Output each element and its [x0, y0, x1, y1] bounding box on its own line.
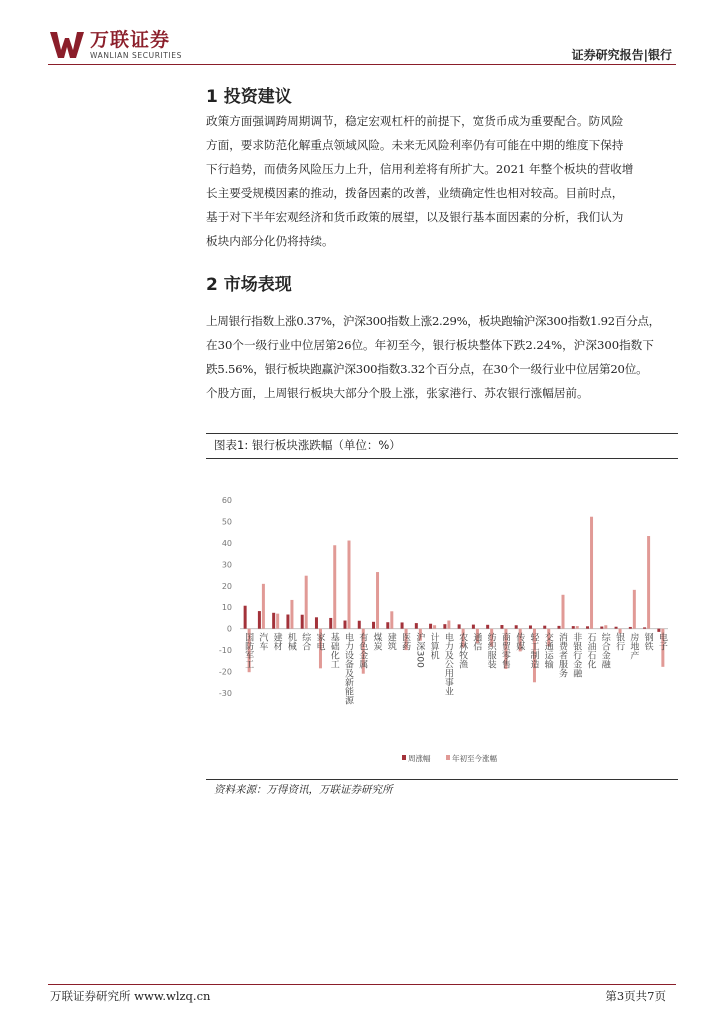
- bar-weekly: [386, 622, 389, 628]
- x-category-label: 纺织服装: [485, 632, 496, 669]
- x-category-label: 非银行金融: [571, 632, 582, 678]
- bar-weekly: [515, 625, 518, 628]
- x-category-label: 农林牧渔: [457, 632, 468, 669]
- x-category-label: 基础化工: [328, 632, 339, 669]
- y-tick-label: 50: [221, 517, 232, 527]
- bar-ytd: [376, 572, 379, 629]
- x-category-label: 综合金融: [599, 632, 610, 669]
- bar-weekly: [643, 627, 646, 628]
- bar-weekly: [415, 623, 418, 629]
- bar-weekly: [500, 625, 503, 629]
- bar-weekly: [344, 621, 347, 629]
- x-category-label: 计算机: [428, 632, 439, 660]
- bar-ytd: [433, 625, 436, 628]
- bar-weekly: [657, 629, 660, 632]
- bar-weekly: [272, 613, 275, 629]
- bar-ytd: [447, 621, 450, 629]
- x-category-label: 综合: [300, 632, 311, 651]
- bar-weekly: [358, 621, 361, 629]
- x-category-label: 商贸零售: [499, 632, 510, 669]
- y-tick-label: 20: [221, 581, 232, 591]
- bar-ytd: [590, 517, 593, 629]
- bar-weekly: [529, 625, 532, 628]
- y-tick-label: 40: [221, 538, 232, 548]
- bar-weekly: [372, 622, 375, 629]
- bar-weekly: [615, 627, 618, 629]
- bar-ytd: [348, 541, 351, 629]
- x-category-label: 石油石化: [585, 632, 596, 669]
- bar-weekly: [443, 624, 446, 629]
- section1-line: 基于对下半年宏观经济和货币政策的展望，以及银行基本面因素的分析，我们认为: [206, 210, 624, 224]
- bar-weekly: [329, 618, 332, 629]
- figure-title-rule: [206, 458, 678, 459]
- section2-line: 跌5.56%，银行板块跑赢沪深300指数3.32个百分点，在30个一级行业中位居第20位。: [206, 362, 648, 376]
- y-tick-label: 10: [221, 603, 232, 613]
- x-category-label: 国防军工: [243, 632, 254, 669]
- bar-weekly: [258, 611, 261, 629]
- x-category-label: 机械: [285, 632, 296, 651]
- bar-ytd: [390, 611, 393, 628]
- bar-weekly: [600, 627, 603, 629]
- section-title-market: 2 市场表现: [206, 275, 292, 295]
- bar-weekly: [543, 626, 546, 629]
- bar-weekly: [301, 615, 304, 629]
- x-category-label: 银行: [614, 632, 625, 651]
- bar-weekly: [286, 615, 289, 629]
- figure-title: 图表1: 银行板块涨跌幅（单位：%）: [214, 438, 401, 452]
- company-logo: [50, 30, 182, 60]
- x-category-label: 沪深300: [414, 632, 425, 668]
- bar-ytd: [647, 536, 650, 629]
- header-divider: [48, 64, 676, 65]
- x-category-label: 房地产: [628, 632, 639, 660]
- y-tick-label: -20: [218, 667, 232, 677]
- bar-weekly: [401, 622, 404, 628]
- bar-ytd: [276, 614, 279, 629]
- x-category-label: 建材: [271, 632, 282, 651]
- x-category-label: 轻工制造: [528, 632, 539, 669]
- report-type: 证券研究报告|银行: [571, 48, 672, 62]
- section1-line: 下行趋势，而债务风险压力上升，信用利差将有所扩大。2021 年整个板块的营收增: [206, 162, 634, 176]
- legend-swatch: [446, 755, 450, 760]
- x-category-label: 消费者服务: [557, 632, 567, 678]
- section1-line: 长主要受规模因素的推动，拨备因素的改善，业绩确定性也相对较高。目前时点，: [206, 186, 624, 200]
- wanlian-logo-icon: [50, 30, 84, 60]
- bar-ytd: [262, 584, 265, 629]
- x-category-label: 医药: [400, 632, 411, 651]
- bar-ytd: [604, 625, 607, 628]
- bar-ytd: [290, 600, 293, 629]
- section1-line: 方面，要求防范化解重点领域风险。未来无风险利率仍有可能在中期的维度下保持: [206, 138, 624, 152]
- x-category-label: 家电: [314, 632, 325, 651]
- footer-divider: [48, 984, 676, 985]
- figure-source: 资料来源：万得资讯，万联证券研究所: [214, 784, 393, 796]
- bar-ytd: [576, 626, 579, 629]
- section2-paragraph: [206, 309, 678, 405]
- bar-weekly: [586, 626, 589, 628]
- section2-line: 个股方面，上周银行板块大部分个股上涨，张家港行、苏农银行涨幅居前。: [206, 386, 589, 400]
- x-category-label: 钢铁: [642, 632, 653, 651]
- bar-ytd: [633, 590, 636, 629]
- x-category-label: 汽车: [257, 632, 268, 651]
- y-tick-label: -10: [218, 646, 232, 656]
- x-category-label: 通信: [471, 632, 482, 651]
- y-tick-label: -30: [218, 689, 232, 698]
- bar-weekly: [572, 626, 575, 629]
- x-category-label: 建筑: [385, 632, 396, 651]
- section1-paragraph: [206, 109, 678, 253]
- x-category-label: 电力及公用事业: [442, 632, 453, 696]
- figure-bottom-rule: [206, 779, 678, 780]
- bank-sector-chart: [206, 470, 678, 775]
- section1-line: 板块内部分化仍将持续。: [206, 234, 334, 248]
- y-tick-label: 60: [221, 496, 232, 505]
- legend-swatch: [402, 755, 406, 760]
- legend-label: 年初至今涨幅: [452, 754, 497, 763]
- bar-ytd: [562, 595, 565, 629]
- figure-top-rule: [206, 433, 678, 434]
- bar-ytd: [333, 545, 336, 628]
- bar-weekly: [315, 617, 318, 628]
- legend-label: 周涨幅: [408, 754, 431, 763]
- logo-english-name: WANLIAN SECURITIES: [90, 50, 183, 60]
- x-category-label: 有色金属: [357, 632, 368, 669]
- bar-weekly: [244, 606, 247, 629]
- bar-weekly: [486, 625, 489, 629]
- x-category-label: 电子: [656, 632, 667, 651]
- bar-ytd: [305, 576, 308, 629]
- x-category-label: 煤炭: [371, 632, 382, 651]
- x-category-label: 交通运输: [542, 632, 553, 669]
- y-tick-label: 0: [226, 624, 232, 634]
- section2-line: 在30个一级行业中位居第26位。年初至今，银行板块整体下跌2.24%，沪深300指数下: [206, 338, 654, 352]
- section-title-investment: 1 投资建议: [206, 87, 292, 107]
- y-tick-label: 30: [221, 560, 232, 570]
- bar-weekly: [629, 627, 632, 629]
- bar-weekly: [472, 625, 475, 629]
- bar-weekly: [458, 624, 461, 628]
- section2-line: 上周银行指数上涨0.37%，沪深300指数上涨2.29%，板块跑输沪深300指数1.92百分点，: [206, 314, 660, 328]
- bar-weekly: [558, 626, 561, 629]
- page-number: 第3页共7页: [605, 989, 666, 1003]
- bar-weekly: [429, 624, 432, 629]
- section1-line: 政策方面强调跨周期调节，稳定宏观杠杆的前提下，宽货币成为重要配合。防风险: [206, 114, 624, 128]
- x-category-label: 传媒: [514, 632, 525, 651]
- x-category-label: 电力设备及新能源: [343, 632, 353, 705]
- logo-chinese-name: 万联证券: [90, 28, 171, 51]
- footer-website: 万联证券研究所 www.wlzq.cn: [50, 989, 211, 1003]
